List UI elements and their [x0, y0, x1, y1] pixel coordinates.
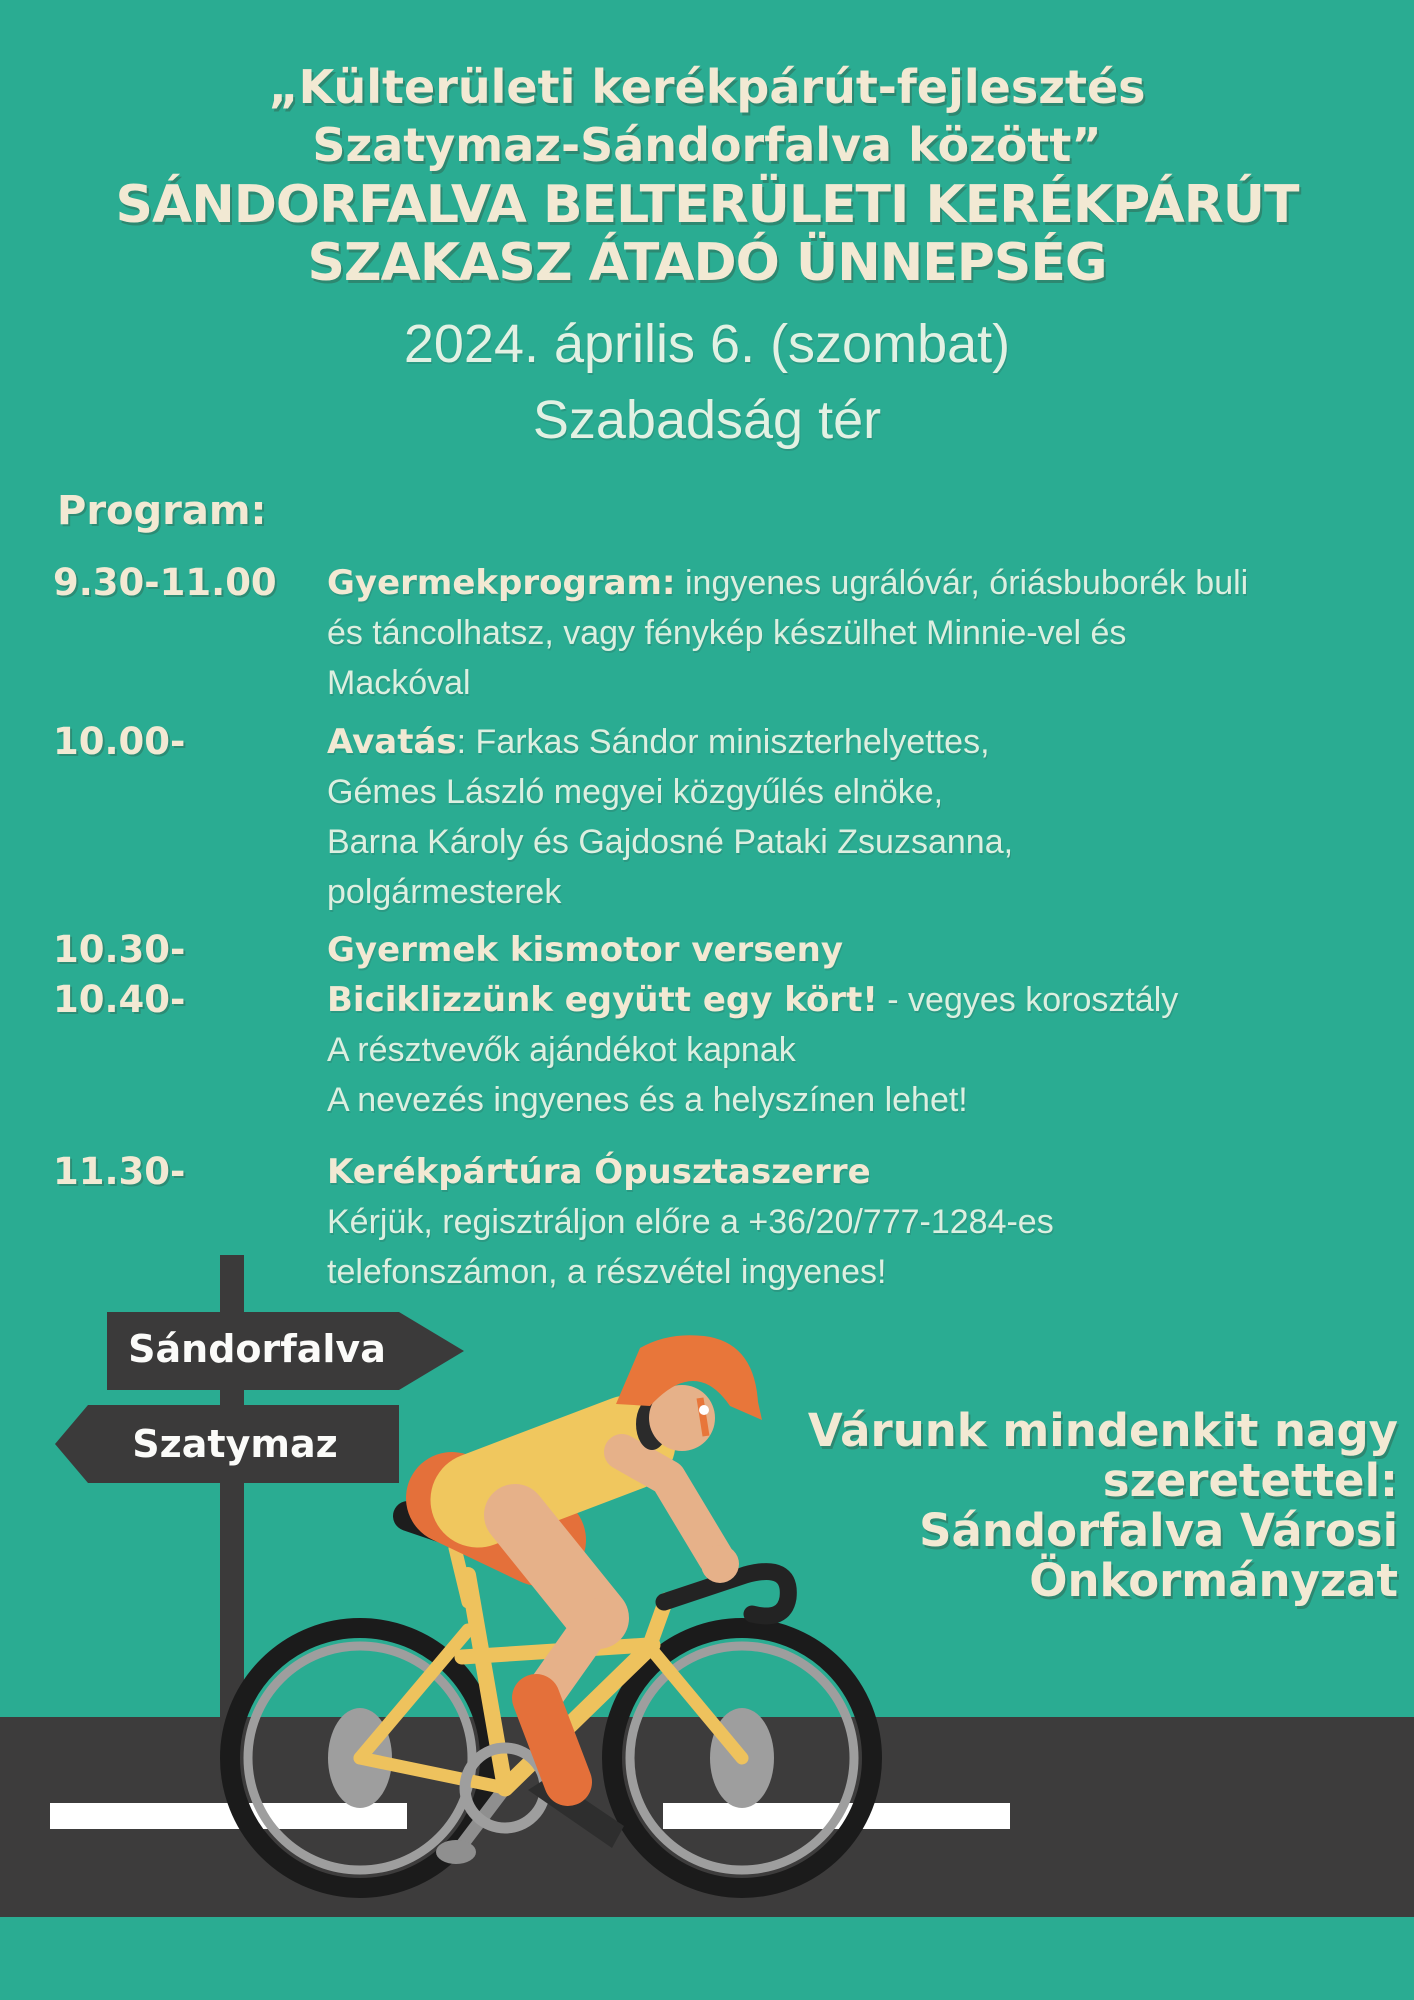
event-venue: Szabadság tér: [532, 390, 882, 450]
main-title: [0, 176, 1414, 292]
entry-line: A résztvevők ajándékot kapnak: [327, 1031, 796, 1069]
closing-line: Várunk mindenkit nagy: [807, 1404, 1398, 1457]
quote-title-line1: „Külterületi kerékpárút-fejlesztés: [268, 60, 1146, 114]
entry-line: Kerékpártúra Ópusztaszerre: [327, 1152, 871, 1192]
entry-description: [327, 1147, 1054, 1297]
main-title-line1: SÁNDORFALVA BELTERÜLETI KERÉKPÁRÚT: [115, 175, 1299, 235]
arm: [622, 1452, 716, 1558]
entry-line: Kérjük, regisztráljon előre a +36/20/777-1284-es: [327, 1203, 1054, 1241]
quote-title: [0, 58, 1414, 174]
entry-line: Gémes László megyei közgyűlés elnöke,: [327, 773, 944, 811]
quote-title-line2: Szatymaz-Sándorfalva között”: [312, 118, 1102, 172]
entry-line: Gyermek kismotor verseny: [327, 930, 843, 970]
closing-line: szeretettel:: [1102, 1454, 1398, 1507]
entry-description: [327, 925, 1178, 1125]
entry-line: Gyermekprogram: ingyenes ugrálóvár, óriásbuborék buli: [327, 563, 1249, 603]
entry-line: Barna Károly és Gajdosné Pataki Zsuzsanna,: [327, 823, 1014, 861]
entry-line: A nevezés ingyenes és a helyszínen lehet!: [327, 1081, 968, 1119]
event-datetime: [0, 306, 1414, 458]
entry-line: Mackóval: [327, 664, 471, 702]
closing-line: Sándorfalva Városi: [919, 1504, 1398, 1557]
program-label: Program:: [57, 488, 267, 534]
entry-line: Avatás: Farkas Sándor miniszterhelyettes,: [327, 722, 990, 762]
entry-description: [327, 558, 1248, 708]
eye: [699, 1405, 709, 1415]
closing-message: [808, 1406, 1398, 1606]
entry-time: 9.30-11.00: [53, 561, 277, 604]
sign-label-sandorfalva: Sándorfalva: [128, 1327, 386, 1371]
entry-line: polgármesterek: [327, 873, 562, 911]
hand: [701, 1545, 739, 1583]
shoe: [536, 1698, 568, 1782]
entry-line: Biciklizzünk együtt egy kört! - vegyes korosztály: [327, 980, 1179, 1020]
sign-label-szatymaz: Szatymaz: [132, 1422, 338, 1466]
entry-description: [327, 717, 1013, 917]
entry-line: és táncolhatsz, vagy fénykép készülhet Minnie-vel és: [327, 614, 1127, 652]
event-date: 2024. április 6. (szombat): [403, 314, 1011, 374]
closing-line: Önkormányzat: [1029, 1554, 1398, 1607]
entry-line: telefonszámon, a részvétel ingyenes!: [327, 1253, 887, 1291]
entry-time: 11.30-: [53, 1150, 186, 1193]
main-title-line2: SZAKASZ ÁTADÓ ÜNNEPSÉG: [307, 233, 1107, 293]
entry-time: 10.30- 10.40-: [53, 928, 186, 1021]
entry-time: 10.00-: [53, 720, 186, 763]
